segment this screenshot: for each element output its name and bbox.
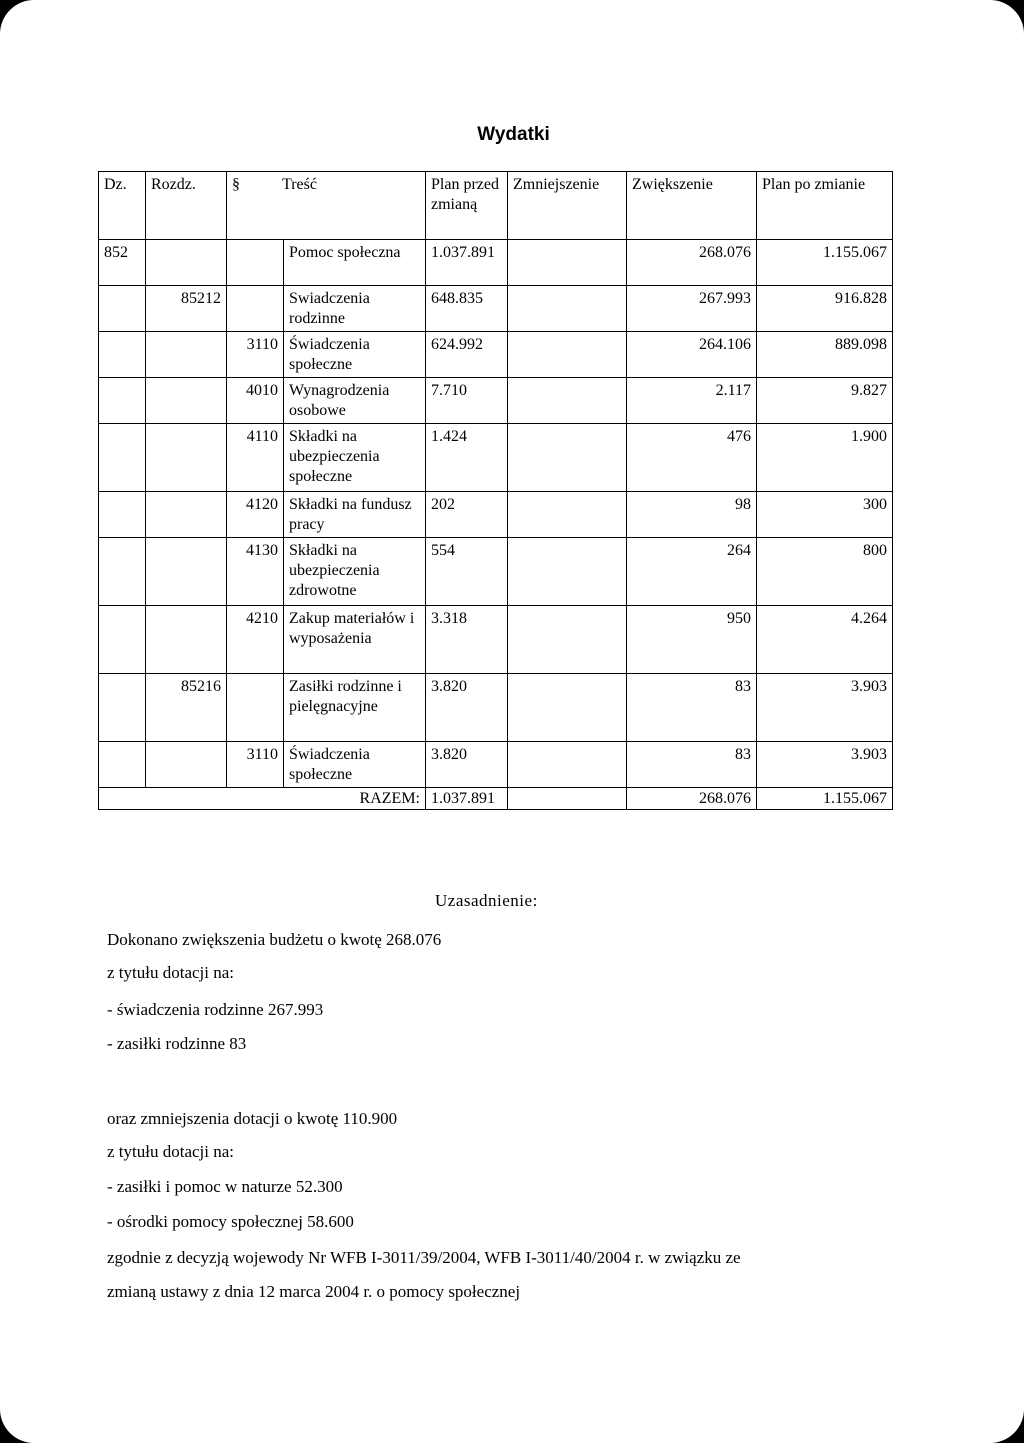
- cell-rozdz: 85212: [146, 286, 227, 332]
- cell-tresc: Swiadczenia rodzinne: [284, 286, 426, 332]
- col-header-rozdz: Rozdz.: [146, 172, 227, 240]
- cell-zmniejszenie: [508, 424, 627, 492]
- table-row: [99, 538, 893, 606]
- cell-rozdz: [146, 332, 227, 378]
- cell-zwiekszenie: 268.076: [627, 240, 757, 286]
- cell-plan-po: 889.098: [757, 332, 893, 378]
- cell-plan-przed: 3.318: [426, 606, 508, 674]
- cell-plan-przed: 648.835: [426, 286, 508, 332]
- cell-dz: [99, 742, 146, 788]
- cell-dz: [99, 492, 146, 538]
- cell-tresc: Składki na ubezpieczenia zdrowotne: [284, 538, 426, 606]
- cell-par: 4130: [227, 538, 284, 606]
- col-header-tresc: § Treść: [227, 172, 426, 240]
- cell-dz: [99, 606, 146, 674]
- cell-dz: 852: [99, 240, 146, 286]
- cell-zwiekszenie: 264.106: [627, 332, 757, 378]
- cell-zwiekszenie: 83: [627, 674, 757, 742]
- cell-plan-przed: 3.820: [426, 674, 508, 742]
- table-row: [99, 742, 893, 788]
- justification-line: z tytułu dotacji na:: [107, 963, 234, 982]
- cell-plan-po: 1.900: [757, 424, 893, 492]
- cell-par: 3110: [227, 742, 284, 788]
- table-row: [99, 286, 893, 332]
- cell-plan-po: 800: [757, 538, 893, 606]
- cell-zmniejszenie: [508, 332, 627, 378]
- cell-par: 4210: [227, 606, 284, 674]
- justification-line: oraz zmniejszenia dotacji o kwotę 110.900: [107, 1109, 398, 1128]
- table-row: [99, 606, 893, 674]
- cell-plan-po: 4.264: [757, 606, 893, 674]
- col-header-plan-przed: Plan przed zmianą: [426, 172, 508, 240]
- cell-plan-przed: 554: [426, 538, 508, 606]
- cell-rozdz: [146, 492, 227, 538]
- total-plan-po: 1.155.067: [757, 788, 893, 810]
- cell-rozdz: [146, 378, 227, 424]
- cell-plan-przed: 1.424: [426, 424, 508, 492]
- justification-line: z tytułu dotacji na:: [107, 1142, 234, 1161]
- cell-zmniejszenie: [508, 286, 627, 332]
- cell-rozdz: [146, 742, 227, 788]
- cell-plan-po: 300: [757, 492, 893, 538]
- justification-line: zmianą ustawy z dnia 12 marca 2004 r. o pomocy społecznej: [107, 1282, 521, 1301]
- total-label: RAZEM:: [99, 788, 426, 810]
- cell-plan-po: 3.903: [757, 742, 893, 788]
- table-row: [99, 492, 893, 538]
- justification-line: Dokonano zwiększenia budżetu o kwotę 268.076: [107, 930, 442, 949]
- justification-line: - zasiłki rodzinne 83: [107, 1034, 247, 1053]
- table-header-row: [99, 172, 893, 240]
- total-row: [99, 788, 893, 810]
- cell-zmniejszenie: [508, 674, 627, 742]
- cell-dz: [99, 332, 146, 378]
- cell-dz: [99, 674, 146, 742]
- cell-zmniejszenie: [508, 606, 627, 674]
- total-zmniejszenie: [508, 788, 627, 810]
- cell-tresc: Wynagrodzenia osobowe: [284, 378, 426, 424]
- page-title: Wydatki: [477, 124, 550, 145]
- cell-plan-przed: 202: [426, 492, 508, 538]
- cell-par: 4010: [227, 378, 284, 424]
- cell-dz: [99, 424, 146, 492]
- col-header-zwiekszenie: Zwiększenie: [627, 172, 757, 240]
- cell-plan-po: 1.155.067: [757, 240, 893, 286]
- cell-rozdz: [146, 606, 227, 674]
- table-row: [99, 240, 893, 286]
- cell-zwiekszenie: 2.117: [627, 378, 757, 424]
- col-header-dz: Dz.: [99, 172, 146, 240]
- cell-rozdz: [146, 240, 227, 286]
- cell-tresc: Składki na ubezpieczenia społeczne: [284, 424, 426, 492]
- cell-plan-po: 9.827: [757, 378, 893, 424]
- cell-tresc: Świadczenia społeczne: [284, 332, 426, 378]
- table-row: [99, 378, 893, 424]
- cell-plan-po: 916.828: [757, 286, 893, 332]
- cell-zmniejszenie: [508, 742, 627, 788]
- expenditure-table: [98, 171, 893, 810]
- col-header-plan-po: Plan po zmianie: [757, 172, 893, 240]
- cell-plan-przed: 3.820: [426, 742, 508, 788]
- cell-zwiekszenie: 264: [627, 538, 757, 606]
- cell-zwiekszenie: 98: [627, 492, 757, 538]
- cell-dz: [99, 286, 146, 332]
- cell-zwiekszenie: 83: [627, 742, 757, 788]
- col-header-zmniejszenie: Zmniejszenie: [508, 172, 627, 240]
- cell-par: 4110: [227, 424, 284, 492]
- cell-par: 3110: [227, 332, 284, 378]
- cell-zwiekszenie: 476: [627, 424, 757, 492]
- cell-plan-przed: 1.037.891: [426, 240, 508, 286]
- cell-tresc: Składki na fundusz pracy: [284, 492, 426, 538]
- cell-zwiekszenie: 950: [627, 606, 757, 674]
- cell-tresc: Zasiłki rodzinne i pielęgnacyjne: [284, 674, 426, 742]
- justification-line: - świadczenia rodzinne 267.993: [107, 1000, 324, 1019]
- cell-zmniejszenie: [508, 492, 627, 538]
- cell-rozdz: [146, 424, 227, 492]
- justification-line: - zasiłki i pomoc w naturze 52.300: [107, 1177, 343, 1196]
- cell-zwiekszenie: 267.993: [627, 286, 757, 332]
- cell-dz: [99, 378, 146, 424]
- cell-par: [227, 286, 284, 332]
- cell-tresc: Pomoc społeczna: [284, 240, 426, 286]
- total-plan-przed: 1.037.891: [426, 788, 508, 810]
- cell-plan-po: 3.903: [757, 674, 893, 742]
- cell-plan-przed: 624.992: [426, 332, 508, 378]
- cell-tresc: Zakup materiałów i wyposażenia: [284, 606, 426, 674]
- cell-zmniejszenie: [508, 240, 627, 286]
- total-zwiekszenie: 268.076: [627, 788, 757, 810]
- cell-zmniejszenie: [508, 378, 627, 424]
- justification-line: zgodnie z decyzją wojewody Nr WFB I-3011/39/2004, WFB I-3011/40/2004 r. w związku ze: [107, 1248, 741, 1267]
- justification-heading: Uzasadnienie:: [435, 891, 538, 910]
- table-row: [99, 332, 893, 378]
- table-row: [99, 424, 893, 492]
- cell-zmniejszenie: [508, 538, 627, 606]
- table-row: [99, 674, 893, 742]
- cell-dz: [99, 538, 146, 606]
- cell-rozdz: [146, 538, 227, 606]
- cell-rozdz: 85216: [146, 674, 227, 742]
- cell-par: 4120: [227, 492, 284, 538]
- cell-plan-przed: 7.710: [426, 378, 508, 424]
- cell-par: [227, 674, 284, 742]
- cell-par: [227, 240, 284, 286]
- justification-line: - ośrodki pomocy społecznej 58.600: [107, 1212, 354, 1231]
- cell-tresc: Świadczenia społeczne: [284, 742, 426, 788]
